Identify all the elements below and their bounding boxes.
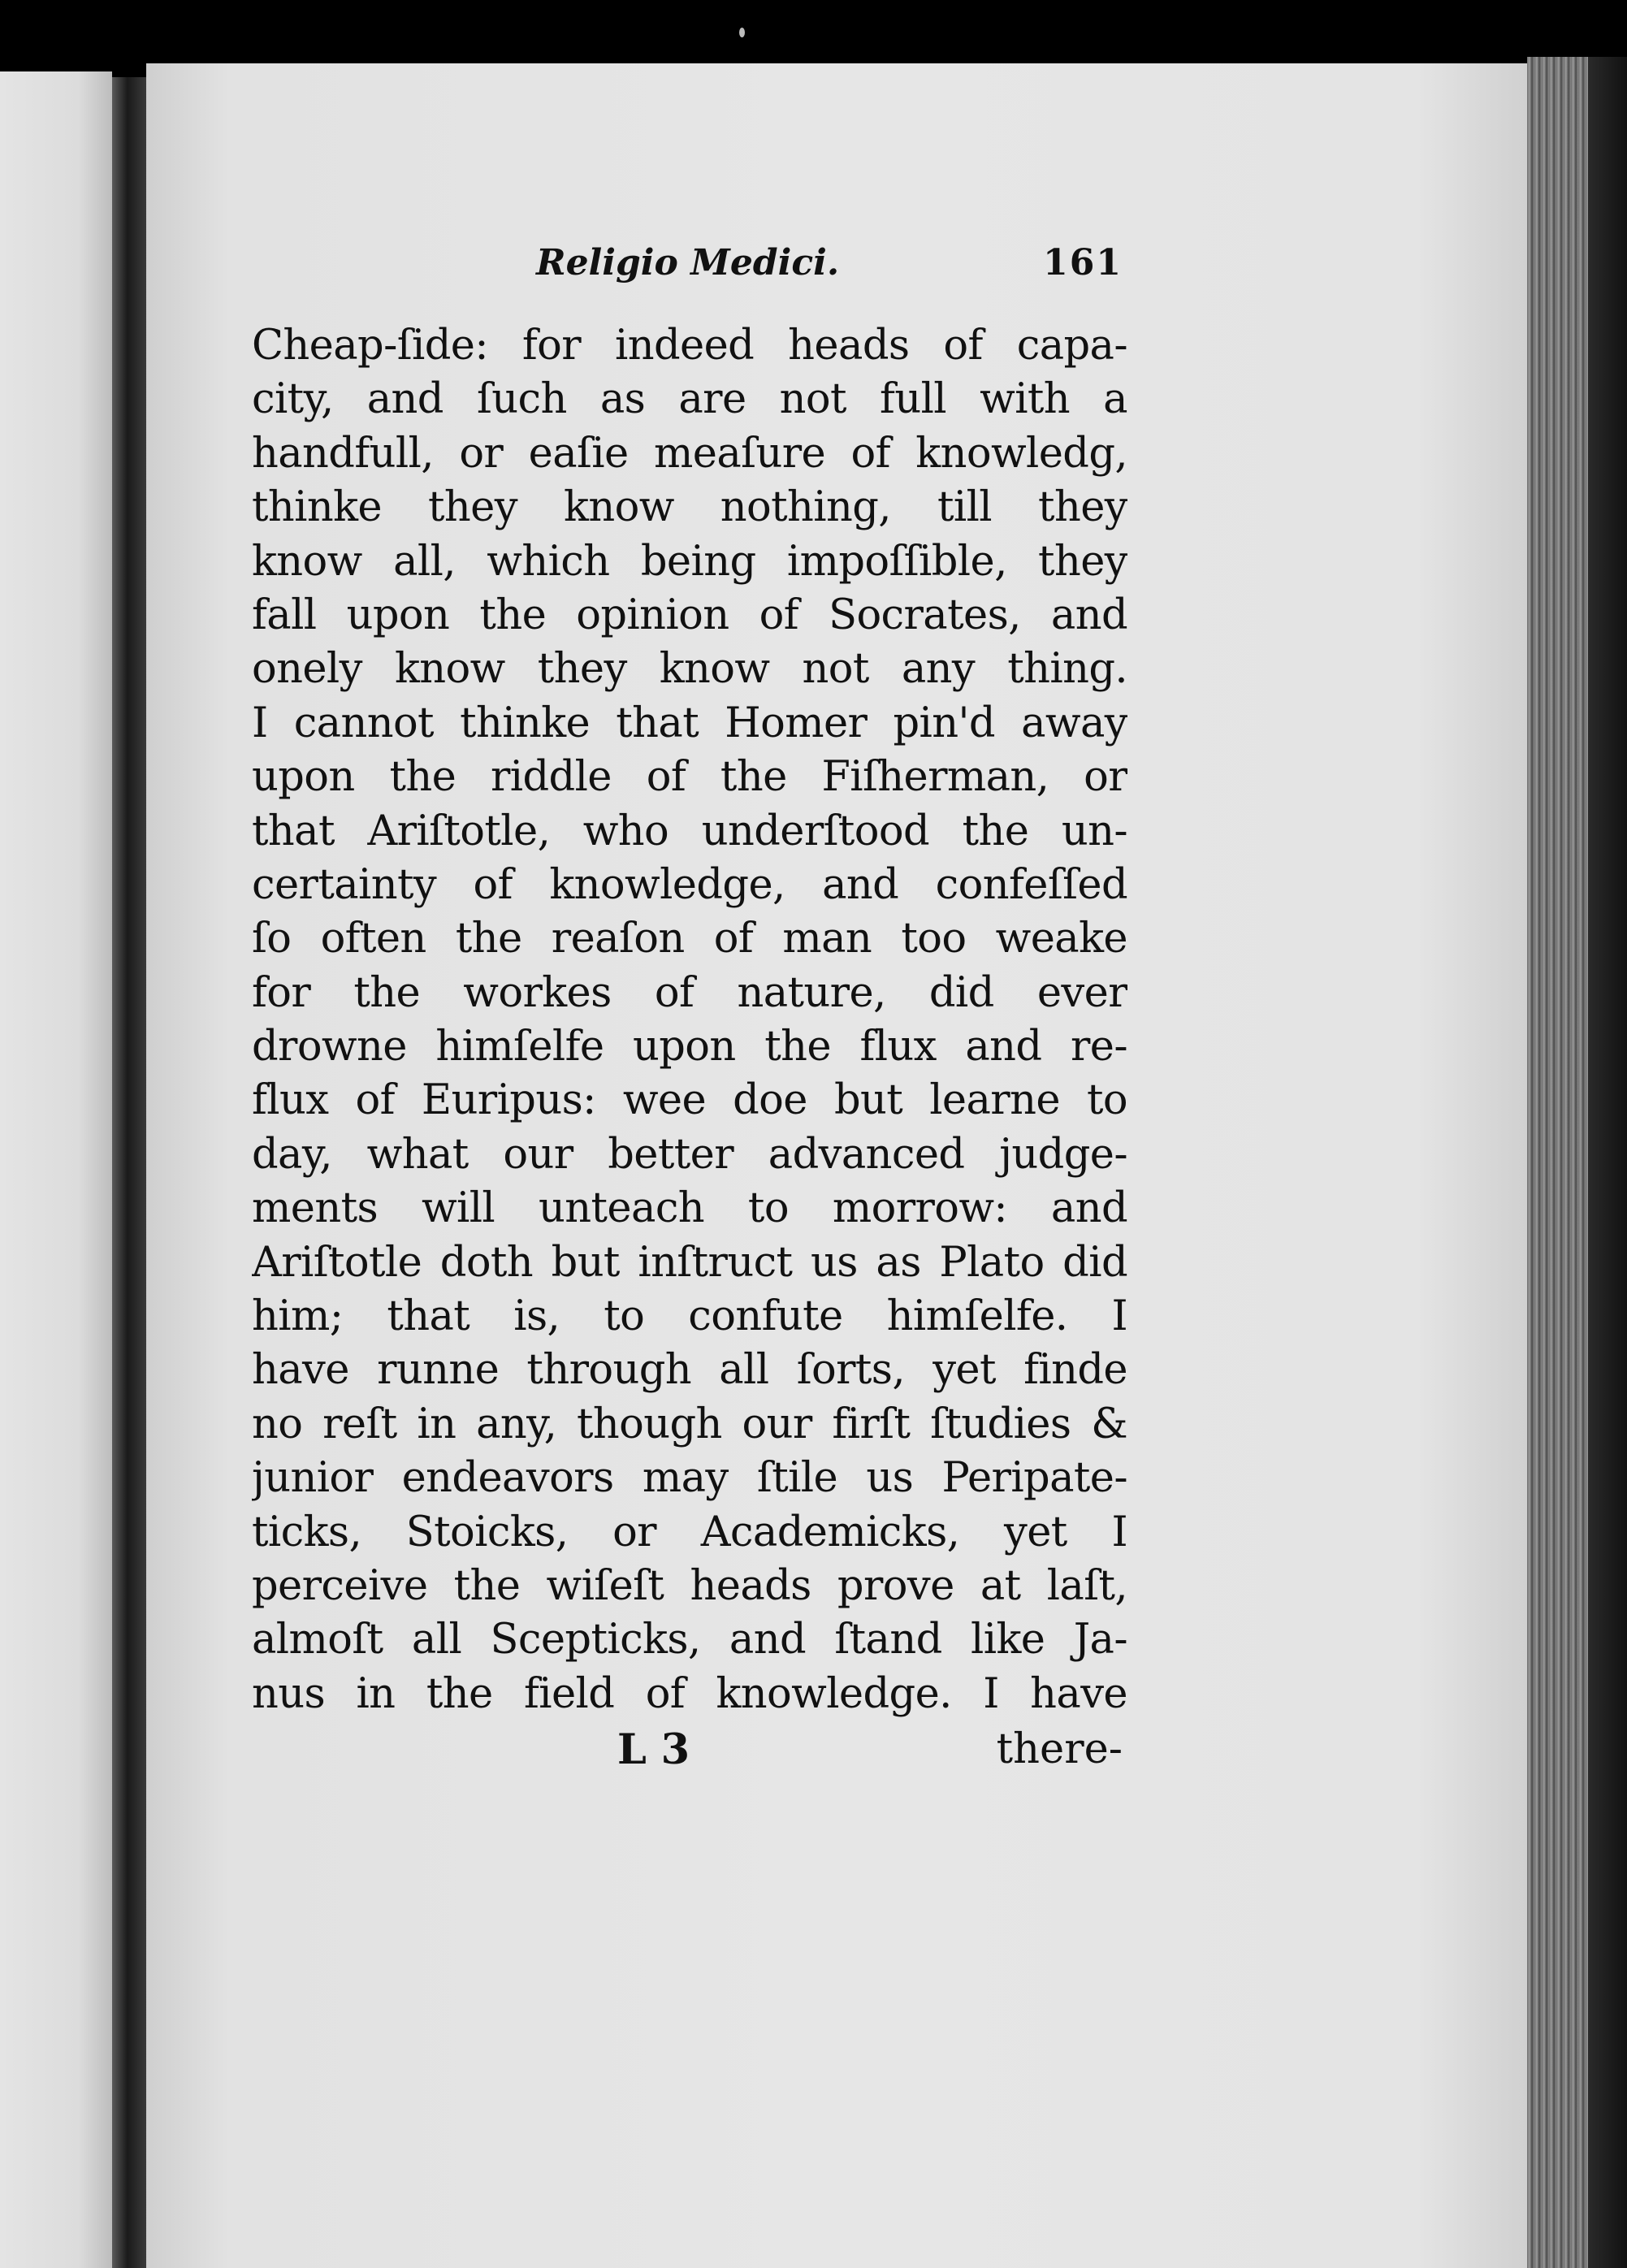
text-line: flux of Euripus: wee doe but learne to — [252, 1076, 1127, 1125]
text-line: know all, which being impoſſible, they — [252, 537, 1127, 586]
running-title: Religio Medici. — [536, 242, 840, 284]
text-line: drowne himſelfe upon the flux and re- — [252, 1023, 1127, 1071]
book-gutter — [112, 77, 146, 2268]
text-line: day, what our better advanced judge- — [252, 1130, 1127, 1179]
catchword: there- — [996, 1725, 1123, 1773]
body-text — [252, 319, 1127, 1721]
text-line: city, and ſuch as are not full with a — [252, 375, 1127, 424]
text-line: for the workes of nature, did ever — [252, 968, 1127, 1017]
text-line: Ariſtotle doth but inſtruct us as Plato did — [252, 1238, 1127, 1287]
facing-page-edge — [0, 71, 112, 2268]
text-line: almoſt all Scepticks, and ſtand like Ja- — [252, 1616, 1127, 1664]
running-head — [252, 242, 1127, 299]
text-line: upon the riddle of the Fiſherman, or — [252, 753, 1127, 802]
text-line: have runne through all ſorts, yet finde — [252, 1346, 1127, 1395]
text-line: nus in the field of knowledge. I have — [252, 1669, 1127, 1718]
page-foot — [252, 1725, 1127, 1782]
text-line: onely know they know not any thing. — [252, 645, 1127, 694]
book-cover-edge — [1588, 57, 1627, 2268]
text-line: perceive the wiſeſt heads prove at laſt, — [252, 1561, 1127, 1610]
text-line: Cheap-ſide: for indeed heads of capa- — [252, 322, 1127, 370]
text-line: ments will unteach to morrow: and — [252, 1184, 1127, 1233]
page-number: 161 — [1043, 242, 1123, 284]
text-line: ticks, Stoicks, or Academicks, yet I — [252, 1508, 1127, 1556]
scan-speck — [739, 28, 745, 37]
text-line: handfull, or eaſie meaſure of knowledg, — [252, 429, 1127, 478]
text-line: thinke they know nothing, till they — [252, 483, 1127, 532]
text-line: ſo often the reaſon of man too weake — [252, 915, 1127, 963]
text-line: certainty of knowledge, and confeſſed — [252, 860, 1127, 909]
text-line: junior endeavors may ſtile us Peripate- — [252, 1454, 1127, 1503]
text-line: I cannot thinke that Homer pin'd away — [252, 699, 1127, 747]
text-line: fall upon the opinion of Socrates, and — [252, 591, 1127, 639]
signature-mark: L 3 — [617, 1725, 690, 1774]
text-line: him; that is, to confute himſelfe. I — [252, 1292, 1127, 1341]
text-line: no reſt in any, though our firſt ſtudies & — [252, 1400, 1127, 1448]
text-line: that Ariſtotle, who underſtood the un- — [252, 807, 1127, 855]
